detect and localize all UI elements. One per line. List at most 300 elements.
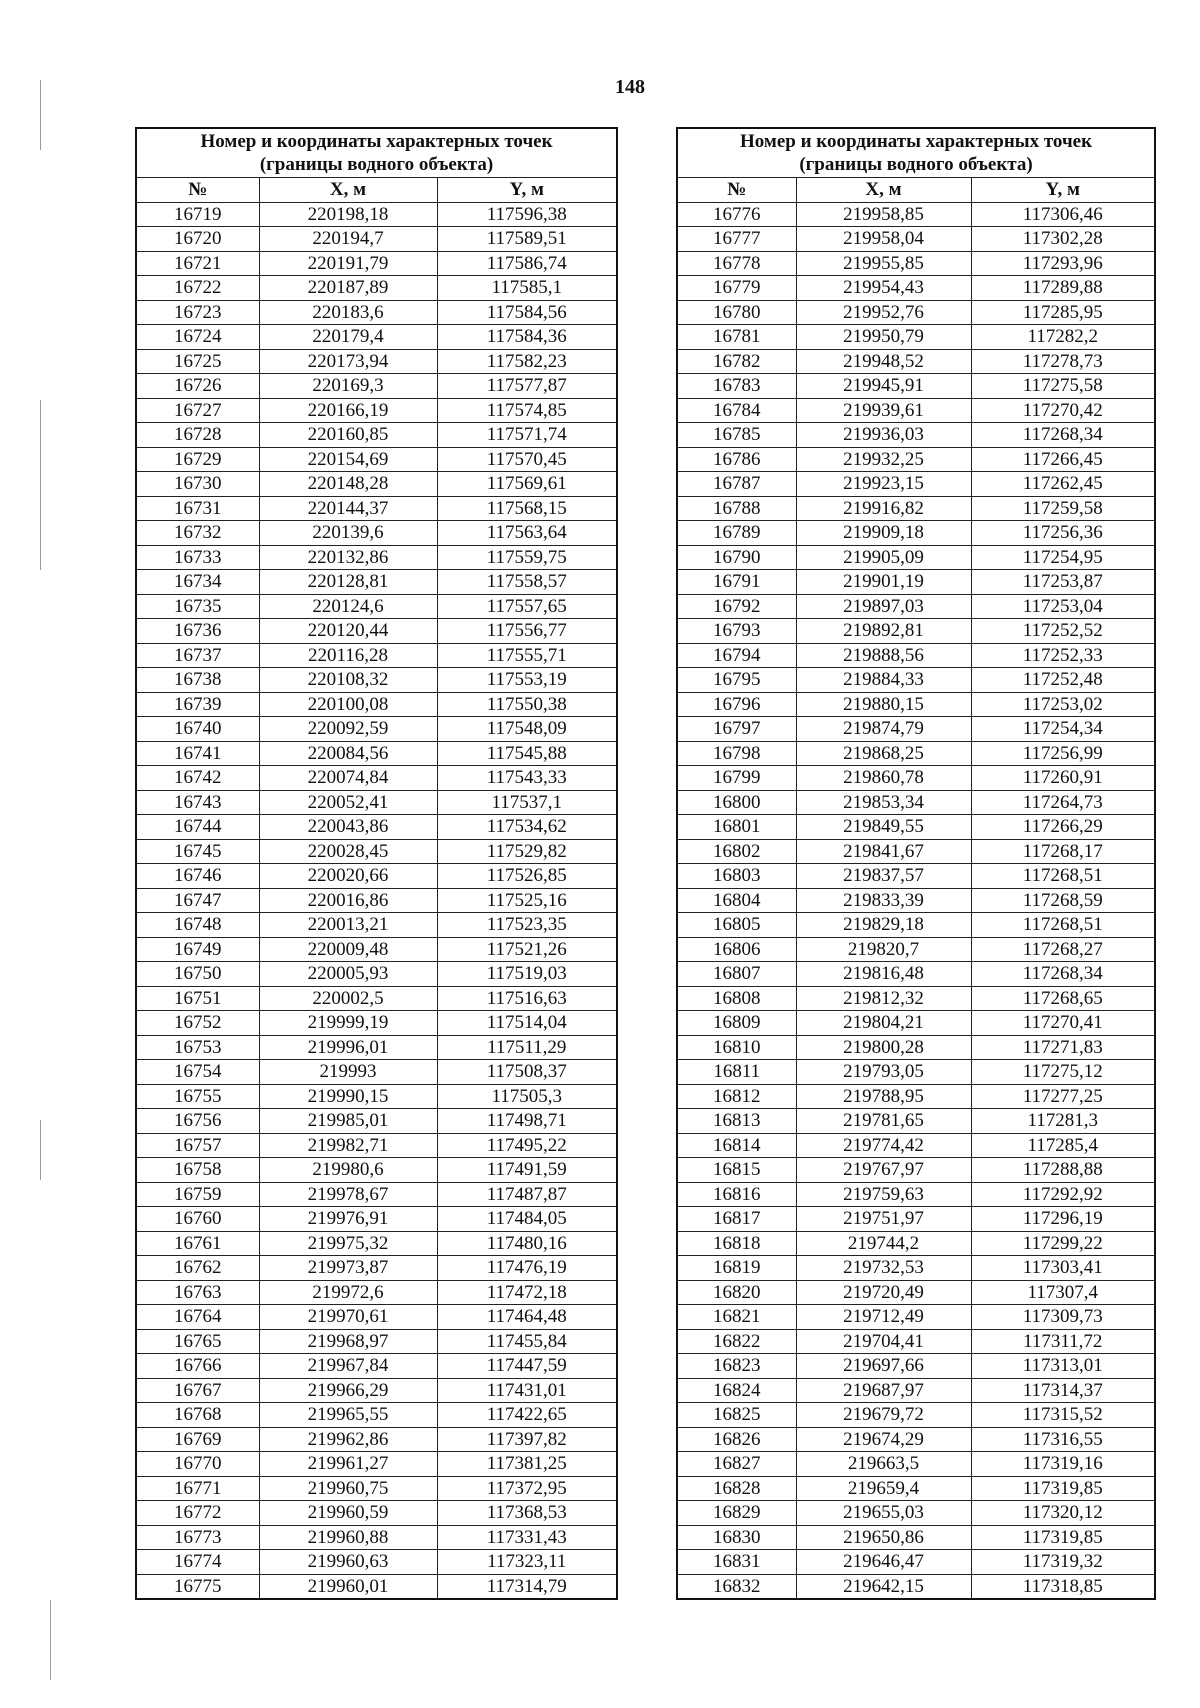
cell-number: 16792: [677, 594, 796, 619]
cell-number: 16814: [677, 1133, 796, 1158]
cell-y: 117296,19: [971, 1207, 1155, 1232]
cell-number: 16756: [136, 1109, 259, 1134]
cell-number: 16791: [677, 570, 796, 595]
table-row: [136, 815, 617, 840]
cell-number: 16778: [677, 251, 796, 276]
cell-number: 16769: [136, 1427, 259, 1452]
cell-number: 16731: [136, 496, 259, 521]
cell-y: 117285,4: [971, 1133, 1155, 1158]
cell-y: 117511,29: [437, 1035, 617, 1060]
cell-number: 16812: [677, 1084, 796, 1109]
table-row: [136, 1109, 617, 1134]
table-row: [136, 594, 617, 619]
scan-margin-line: [40, 1120, 41, 1180]
column-header-x: X, м: [259, 178, 437, 203]
cell-x: 219860,78: [796, 766, 971, 791]
cell-y: 117268,51: [971, 864, 1155, 889]
cell-y: 117253,04: [971, 594, 1155, 619]
cell-number: 16794: [677, 643, 796, 668]
cell-number: 16795: [677, 668, 796, 693]
cell-y: 117526,85: [437, 864, 617, 889]
table-row: [136, 398, 617, 423]
table-row: [677, 398, 1155, 423]
cell-number: 16809: [677, 1011, 796, 1036]
cell-x: 220116,28: [259, 643, 437, 668]
cell-number: 16724: [136, 325, 259, 350]
table-row: [136, 717, 617, 742]
cell-x: 219972,6: [259, 1280, 437, 1305]
cell-y: 117306,46: [971, 202, 1155, 227]
cell-x: 220052,41: [259, 790, 437, 815]
cell-number: 16825: [677, 1403, 796, 1428]
table-row: [677, 741, 1155, 766]
cell-y: 117319,85: [971, 1476, 1155, 1501]
cell-y: 117487,87: [437, 1182, 617, 1207]
cell-y: 117491,59: [437, 1158, 617, 1183]
cell-number: 16782: [677, 349, 796, 374]
cell-number: 16803: [677, 864, 796, 889]
table-row: [136, 1427, 617, 1452]
cell-number: 16807: [677, 962, 796, 987]
table-row: [677, 325, 1155, 350]
table-row: [677, 717, 1155, 742]
cell-y: 117584,36: [437, 325, 617, 350]
column-header-x: X, м: [796, 178, 971, 203]
cell-number: 16802: [677, 839, 796, 864]
cell-x: 219948,52: [796, 349, 971, 374]
table-row: [136, 325, 617, 350]
cell-y: 117254,95: [971, 545, 1155, 570]
cell-x: 220124,6: [259, 594, 437, 619]
table-row: [136, 1133, 617, 1158]
cell-x: 219978,67: [259, 1182, 437, 1207]
cell-x: 219744,2: [796, 1231, 971, 1256]
cell-x: 219967,84: [259, 1354, 437, 1379]
cell-number: 16750: [136, 962, 259, 987]
cell-number: 16732: [136, 521, 259, 546]
cell-x: 219788,95: [796, 1084, 971, 1109]
table-row: [136, 1256, 617, 1281]
cell-x: 219720,49: [796, 1280, 971, 1305]
cell-number: 16746: [136, 864, 259, 889]
cell-number: 16797: [677, 717, 796, 742]
table-row: [677, 1280, 1155, 1305]
table-row: [677, 1207, 1155, 1232]
cell-number: 16785: [677, 423, 796, 448]
cell-x: 220084,56: [259, 741, 437, 766]
cell-y: 117319,16: [971, 1452, 1155, 1477]
cell-y: 117315,52: [971, 1403, 1155, 1428]
cell-x: 220016,86: [259, 888, 437, 913]
cell-x: 219781,65: [796, 1109, 971, 1134]
table-row: [677, 374, 1155, 399]
cell-x: 219767,97: [796, 1158, 971, 1183]
cell-x: 219751,97: [796, 1207, 971, 1232]
cell-number: 16787: [677, 472, 796, 497]
table-row: [136, 521, 617, 546]
cell-number: 16804: [677, 888, 796, 913]
cell-y: 117508,37: [437, 1060, 617, 1085]
cell-x: 219833,39: [796, 888, 971, 913]
cell-y: 117271,83: [971, 1035, 1155, 1060]
table-row: [136, 1231, 617, 1256]
cell-x: 219975,32: [259, 1231, 437, 1256]
cell-y: 117323,11: [437, 1550, 617, 1575]
cell-y: 117270,42: [971, 398, 1155, 423]
table-row: [136, 374, 617, 399]
table-row: [136, 766, 617, 791]
cell-x: 219874,79: [796, 717, 971, 742]
cell-y: 117303,41: [971, 1256, 1155, 1281]
column-header-y: Y, м: [437, 178, 617, 203]
cell-y: 117589,51: [437, 227, 617, 252]
cell-y: 117568,15: [437, 496, 617, 521]
cell-x: 219642,15: [796, 1574, 971, 1599]
table-row: [677, 349, 1155, 374]
cell-y: 117309,73: [971, 1305, 1155, 1330]
cell-y: 117570,45: [437, 447, 617, 472]
cell-x: 219880,15: [796, 692, 971, 717]
table-row: [136, 913, 617, 938]
cell-x: 219697,66: [796, 1354, 971, 1379]
cell-number: 16734: [136, 570, 259, 595]
table-row: [136, 1550, 617, 1575]
cell-x: 220005,93: [259, 962, 437, 987]
table-row: [136, 668, 617, 693]
cell-x: 219679,72: [796, 1403, 971, 1428]
cell-number: 16776: [677, 202, 796, 227]
cell-y: 117260,91: [971, 766, 1155, 791]
cell-number: 16754: [136, 1060, 259, 1085]
column-header-number: №: [136, 178, 259, 203]
table-row: [677, 888, 1155, 913]
cell-y: 117293,96: [971, 251, 1155, 276]
cell-x: 219892,81: [796, 619, 971, 644]
cell-x: 219868,25: [796, 741, 971, 766]
table-row: [677, 790, 1155, 815]
cell-x: 219960,63: [259, 1550, 437, 1575]
cell-y: 117521,26: [437, 937, 617, 962]
cell-number: 16784: [677, 398, 796, 423]
cell-x: 220108,32: [259, 668, 437, 693]
cell-y: 117259,58: [971, 496, 1155, 521]
cell-y: 117264,73: [971, 790, 1155, 815]
cell-x: 220013,21: [259, 913, 437, 938]
cell-y: 117529,82: [437, 839, 617, 864]
cell-x: 219973,87: [259, 1256, 437, 1281]
cell-number: 16819: [677, 1256, 796, 1281]
cell-number: 16816: [677, 1182, 796, 1207]
cell-y: 117268,59: [971, 888, 1155, 913]
cell-number: 16747: [136, 888, 259, 913]
cell-number: 16798: [677, 741, 796, 766]
cell-y: 117586,74: [437, 251, 617, 276]
cell-y: 117282,2: [971, 325, 1155, 350]
cell-y: 117299,22: [971, 1231, 1155, 1256]
cell-y: 117314,37: [971, 1378, 1155, 1403]
table-row: [136, 349, 617, 374]
table-row: [677, 1476, 1155, 1501]
table-row: [136, 1035, 617, 1060]
table-row: [136, 1378, 617, 1403]
cell-x: 220183,6: [259, 300, 437, 325]
cell-y: 117484,05: [437, 1207, 617, 1232]
cell-y: 117472,18: [437, 1280, 617, 1305]
cell-y: 117266,29: [971, 815, 1155, 840]
table-row: [677, 227, 1155, 252]
cell-number: 16786: [677, 447, 796, 472]
cell-x: 219820,7: [796, 937, 971, 962]
cell-number: 16817: [677, 1207, 796, 1232]
cell-y: 117516,63: [437, 986, 617, 1011]
table-row: [677, 472, 1155, 497]
cell-x: 220148,28: [259, 472, 437, 497]
cell-y: 117256,99: [971, 741, 1155, 766]
cell-x: 219958,85: [796, 202, 971, 227]
cell-x: 219884,33: [796, 668, 971, 693]
cell-number: 16765: [136, 1329, 259, 1354]
cell-y: 117514,04: [437, 1011, 617, 1036]
cell-x: 220120,44: [259, 619, 437, 644]
cell-number: 16789: [677, 521, 796, 546]
cell-x: 219980,6: [259, 1158, 437, 1183]
scan-margin-line: [50, 1600, 51, 1680]
table-row: [677, 1231, 1155, 1256]
cell-number: 16764: [136, 1305, 259, 1330]
table-row: [677, 594, 1155, 619]
cell-x: 219841,67: [796, 839, 971, 864]
table-body: [677, 202, 1155, 1599]
cell-number: 16721: [136, 251, 259, 276]
cell-x: 220092,59: [259, 717, 437, 742]
cell-number: 16773: [136, 1525, 259, 1550]
cell-x: 219804,21: [796, 1011, 971, 1036]
cell-y: 117311,72: [971, 1329, 1155, 1354]
table-row: [677, 496, 1155, 521]
cell-number: 16823: [677, 1354, 796, 1379]
cell-number: 16728: [136, 423, 259, 448]
table-row: [136, 692, 617, 717]
table-row: [136, 1329, 617, 1354]
cell-x: 220173,94: [259, 349, 437, 374]
table-row: [677, 1574, 1155, 1599]
table-row: [136, 1403, 617, 1428]
cell-y: 117556,77: [437, 619, 617, 644]
table-row: [677, 839, 1155, 864]
cell-y: 117254,34: [971, 717, 1155, 742]
cell-y: 117319,85: [971, 1525, 1155, 1550]
cell-x: 219849,55: [796, 815, 971, 840]
table-row: [136, 962, 617, 987]
table-row: [677, 1378, 1155, 1403]
cell-y: 117584,56: [437, 300, 617, 325]
cell-y: 117563,64: [437, 521, 617, 546]
table-row: [136, 790, 617, 815]
table-row: [677, 619, 1155, 644]
cell-y: 117302,28: [971, 227, 1155, 252]
cell-x: 219800,28: [796, 1035, 971, 1060]
cell-x: 219687,97: [796, 1378, 971, 1403]
table-row: [136, 472, 617, 497]
cell-number: 16775: [136, 1574, 259, 1599]
cell-number: 16828: [677, 1476, 796, 1501]
table-row: [677, 1256, 1155, 1281]
cell-number: 16742: [136, 766, 259, 791]
table-row: [677, 1182, 1155, 1207]
table-row: [677, 668, 1155, 693]
table-row: [136, 447, 617, 472]
cell-x: 220100,08: [259, 692, 437, 717]
column-header-y: Y, м: [971, 178, 1155, 203]
table-row: [136, 1525, 617, 1550]
cell-x: 220154,69: [259, 447, 437, 472]
cell-x: 219837,57: [796, 864, 971, 889]
table-row: [136, 496, 617, 521]
table-title-line2: (границы водного объекта): [259, 154, 494, 175]
table-row: [677, 1501, 1155, 1526]
cell-x: 220191,79: [259, 251, 437, 276]
table-row: [136, 202, 617, 227]
cell-y: 117319,32: [971, 1550, 1155, 1575]
cell-y: 117372,95: [437, 1476, 617, 1501]
cell-y: 117525,16: [437, 888, 617, 913]
cell-number: 16762: [136, 1256, 259, 1281]
cell-y: 117558,57: [437, 570, 617, 595]
cell-x: 219955,85: [796, 251, 971, 276]
table-row: [136, 741, 617, 766]
cell-x: 219936,03: [796, 423, 971, 448]
table-row: [136, 423, 617, 448]
cell-x: 219990,15: [259, 1084, 437, 1109]
cell-x: 219759,63: [796, 1182, 971, 1207]
cell-x: 219960,88: [259, 1525, 437, 1550]
table-body: [136, 202, 617, 1599]
cell-y: 117275,58: [971, 374, 1155, 399]
cell-x: 220160,85: [259, 423, 437, 448]
cell-number: 16774: [136, 1550, 259, 1575]
table-row: [677, 251, 1155, 276]
cell-number: 16726: [136, 374, 259, 399]
cell-number: 16740: [136, 717, 259, 742]
cell-number: 16827: [677, 1452, 796, 1477]
table-row: [677, 643, 1155, 668]
table-row: [677, 1329, 1155, 1354]
cell-y: 117422,65: [437, 1403, 617, 1428]
cell-x: 219909,18: [796, 521, 971, 546]
cell-number: 16815: [677, 1158, 796, 1183]
cell-number: 16810: [677, 1035, 796, 1060]
cell-number: 16766: [136, 1354, 259, 1379]
cell-y: 117596,38: [437, 202, 617, 227]
table-title: [677, 128, 1155, 178]
cell-number: 16800: [677, 790, 796, 815]
cell-x: 219829,18: [796, 913, 971, 938]
cell-y: 117574,85: [437, 398, 617, 423]
cell-number: 16808: [677, 986, 796, 1011]
cell-number: 16727: [136, 398, 259, 423]
cell-number: 16826: [677, 1427, 796, 1452]
cell-y: 117252,33: [971, 643, 1155, 668]
cell-number: 16735: [136, 594, 259, 619]
table-row: [677, 937, 1155, 962]
cell-x: 220020,66: [259, 864, 437, 889]
cell-x: 219954,43: [796, 276, 971, 301]
coordinates-table-left: [135, 127, 618, 1600]
cell-x: 219968,97: [259, 1329, 437, 1354]
cell-number: 16739: [136, 692, 259, 717]
table-row: [136, 1574, 617, 1599]
table-row: [677, 1109, 1155, 1134]
cell-x: 219901,19: [796, 570, 971, 595]
cell-number: 16719: [136, 202, 259, 227]
cell-number: 16768: [136, 1403, 259, 1428]
table-row: [136, 1280, 617, 1305]
cell-x: 219976,91: [259, 1207, 437, 1232]
cell-x: 219646,47: [796, 1550, 971, 1575]
table-row: [136, 1011, 617, 1036]
cell-number: 16796: [677, 692, 796, 717]
cell-x: 220002,5: [259, 986, 437, 1011]
cell-y: 117585,1: [437, 276, 617, 301]
cell-number: 16824: [677, 1378, 796, 1403]
table-row: [677, 864, 1155, 889]
table-row: [677, 1305, 1155, 1330]
cell-number: 16763: [136, 1280, 259, 1305]
table-row: [677, 1011, 1155, 1036]
scan-margin-line: [40, 80, 41, 150]
cell-y: 117292,92: [971, 1182, 1155, 1207]
cell-y: 117320,12: [971, 1501, 1155, 1526]
cell-x: 220179,4: [259, 325, 437, 350]
cell-x: 219958,04: [796, 227, 971, 252]
cell-y: 117397,82: [437, 1427, 617, 1452]
coordinates-table-right: [676, 127, 1156, 1600]
table-row: [677, 300, 1155, 325]
table-row: [677, 913, 1155, 938]
cell-y: 117270,41: [971, 1011, 1155, 1036]
table-row: [677, 986, 1155, 1011]
cell-number: 16733: [136, 545, 259, 570]
cell-y: 117313,01: [971, 1354, 1155, 1379]
cell-x: 220074,84: [259, 766, 437, 791]
cell-number: 16818: [677, 1231, 796, 1256]
cell-y: 117268,65: [971, 986, 1155, 1011]
cell-y: 117480,16: [437, 1231, 617, 1256]
table-row: [136, 888, 617, 913]
cell-x: 220128,81: [259, 570, 437, 595]
column-header-number: №: [677, 178, 796, 203]
cell-x: 220028,45: [259, 839, 437, 864]
cell-x: 219897,03: [796, 594, 971, 619]
table-row: [677, 766, 1155, 791]
table-row: [136, 864, 617, 889]
cell-y: 117582,23: [437, 349, 617, 374]
cell-number: 16831: [677, 1550, 796, 1575]
cell-number: 16744: [136, 815, 259, 840]
cell-y: 117557,65: [437, 594, 617, 619]
cell-number: 16830: [677, 1525, 796, 1550]
cell-number: 16760: [136, 1207, 259, 1232]
cell-number: 16736: [136, 619, 259, 644]
table-row: [136, 545, 617, 570]
cell-x: 219993: [259, 1060, 437, 1085]
table-row: [136, 276, 617, 301]
cell-x: 220132,86: [259, 545, 437, 570]
table-row: [677, 276, 1155, 301]
cell-x: 219732,53: [796, 1256, 971, 1281]
table-row: [136, 1501, 617, 1526]
cell-y: 117268,51: [971, 913, 1155, 938]
